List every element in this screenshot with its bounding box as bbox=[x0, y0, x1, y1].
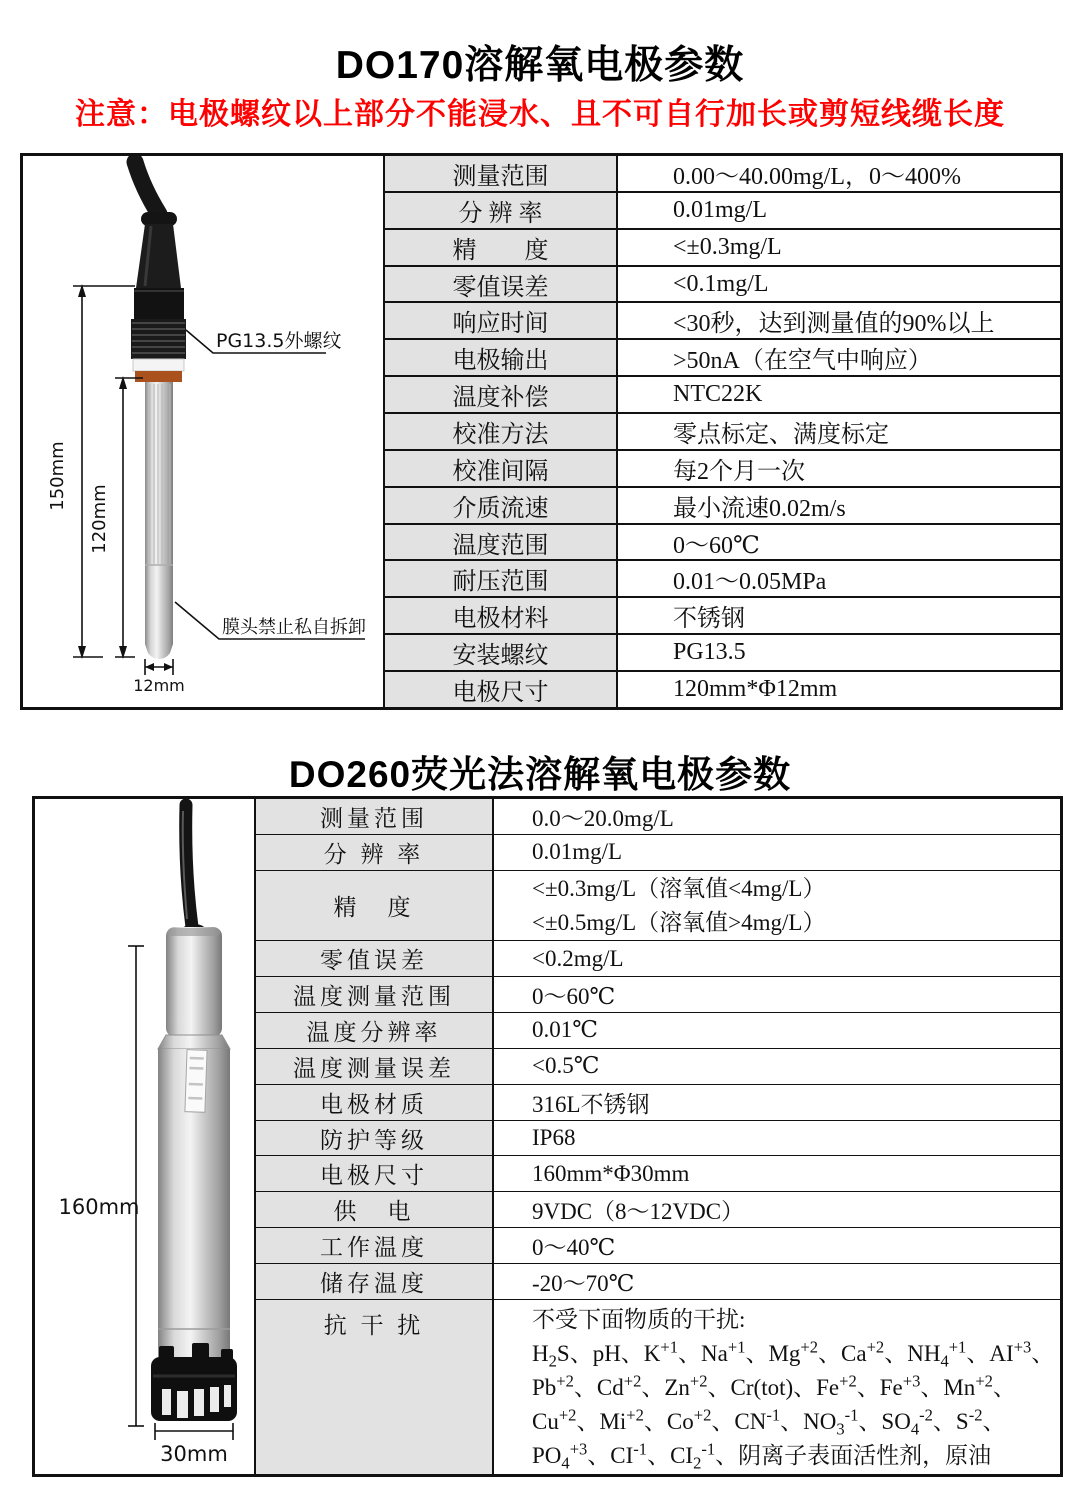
table-row bbox=[256, 1264, 1060, 1300]
spec-label: 校准方法 bbox=[385, 414, 618, 449]
spec-label: 零值误差 bbox=[385, 267, 618, 302]
dimension-label-160mm: 160mm bbox=[58, 1195, 140, 1219]
dimension-label-12mm: 12mm bbox=[133, 676, 185, 695]
table-row bbox=[256, 871, 1060, 942]
spec-value: 最小流速0.02m/s bbox=[673, 495, 846, 522]
table-row bbox=[256, 1228, 1060, 1264]
table-row bbox=[385, 340, 1060, 377]
interference-line: $PO_4^{+3}$、$CI^{-1}$、$CI_2^{-1}$、阴离子表面活性剂，原油 bbox=[532, 1439, 992, 1473]
spec-value-line: <±0.5mg/L（溶氧值>4mg/L） bbox=[532, 909, 826, 935]
spec-label: 零值误差 bbox=[256, 941, 494, 976]
spec-value: >50nA（在空气中响应） bbox=[673, 348, 932, 375]
table-row bbox=[385, 267, 1060, 304]
table-row bbox=[385, 525, 1060, 562]
spec-label: 测量范围 bbox=[256, 799, 494, 834]
spec-label: 电极材质 bbox=[256, 1085, 494, 1120]
spec-label: 温度测量误差 bbox=[256, 1049, 494, 1084]
spec-value: 0.01℃ bbox=[532, 1017, 598, 1043]
spec-value: <0.5℃ bbox=[532, 1053, 600, 1079]
interference-line: $Pb^{+2}$、$Cd^{+2}$、$Zn^{+2}$、Cr(tot)、$Fe^{+2}$、$Fe^{+3}$、$Mn^{+2}$、 bbox=[532, 1371, 1016, 1400]
spec-value: 0.01mg/L bbox=[673, 196, 767, 223]
table-row bbox=[256, 1300, 1060, 1474]
electrode-do170-diagram bbox=[23, 156, 383, 707]
spec-label: 工作温度 bbox=[256, 1228, 494, 1263]
spec-value: <0.1mg/L bbox=[673, 270, 769, 297]
table-row bbox=[385, 488, 1060, 525]
table-row bbox=[256, 977, 1060, 1013]
dimension-label-150mm: 150mm bbox=[47, 441, 68, 511]
table-row bbox=[385, 451, 1060, 488]
probe-body bbox=[131, 162, 186, 659]
spec-value: 9VDC（8～12VDC） bbox=[532, 1199, 745, 1225]
spec-value: <30秒，达到测量值的90%以上 bbox=[673, 311, 995, 338]
spec-value: PG13.5 bbox=[673, 639, 746, 666]
spec-value bbox=[494, 871, 1060, 941]
spec-value: 不锈钢 bbox=[673, 606, 745, 633]
spec-value: 0～60℃ bbox=[532, 984, 616, 1010]
spec-label: 安装螺纹 bbox=[385, 635, 618, 670]
spec-label: 耐压范围 bbox=[385, 561, 618, 596]
spec-label: 介质流速 bbox=[385, 488, 618, 523]
spec-label: 防护等级 bbox=[256, 1121, 494, 1156]
spec-label: 储存温度 bbox=[256, 1264, 494, 1299]
table-row bbox=[256, 1192, 1060, 1228]
table-row bbox=[256, 1121, 1060, 1157]
table-row bbox=[385, 635, 1060, 672]
dimension-label-120mm: 120mm bbox=[89, 484, 110, 554]
table-row bbox=[256, 1156, 1060, 1192]
spec-value: 0～40℃ bbox=[532, 1235, 616, 1261]
spec-label: 供 电 bbox=[256, 1192, 494, 1227]
spec-value: 0.00～40.00mg/L，0～400% bbox=[673, 163, 961, 190]
electrode-do260-diagram bbox=[35, 799, 254, 1474]
table-row bbox=[385, 230, 1060, 267]
spec-label: 校准间隔 bbox=[385, 451, 618, 486]
table-row bbox=[385, 193, 1060, 230]
spec-value: 0.0～20.0mg/L bbox=[532, 805, 674, 831]
probe-body-2 bbox=[151, 805, 237, 1421]
spec-label: 响应时间 bbox=[385, 303, 618, 338]
table-row bbox=[256, 941, 1060, 977]
table-row bbox=[256, 1013, 1060, 1049]
spec-label: 精 度 bbox=[256, 871, 494, 941]
table-row bbox=[256, 1049, 1060, 1085]
electrode-do170-image-cell bbox=[23, 156, 385, 707]
interference-intro: 不受下面物质的干扰: bbox=[532, 1306, 746, 1332]
spec-rows bbox=[385, 156, 1060, 707]
spec-value: 316L不锈钢 bbox=[532, 1091, 650, 1117]
interference-line: $Cu^{+2}$、$Mi^{+2}$、$Co^{+2}$、$CN^{-1}$、$NO_3^{-1}$、$SO_4^{-2}$、$S^{-2}$、 bbox=[532, 1405, 1006, 1439]
spec-table-do260 bbox=[32, 796, 1063, 1477]
spec-value: <±0.3mg/L bbox=[673, 233, 782, 260]
page-title-2: DO260荧光法溶解氧电极参数 bbox=[288, 754, 792, 795]
table-row bbox=[385, 377, 1060, 414]
electrode-do260-image-cell bbox=[35, 799, 256, 1474]
spec-value: <0.2mg/L bbox=[532, 945, 624, 971]
thread-callout-label: PG13.5外螺纹 bbox=[216, 330, 342, 352]
spec-label: 温度补偿 bbox=[385, 377, 618, 412]
spec-label: 电极输出 bbox=[385, 340, 618, 375]
spec-table-do170 bbox=[20, 153, 1063, 710]
spec-value: 160mm*Φ30mm bbox=[532, 1160, 690, 1186]
warning-text: 注意：电极螺纹以上部分不能浸水、且不可自行加长或剪短线缆长度 bbox=[75, 98, 1005, 131]
spec-value: NTC22K bbox=[673, 381, 763, 408]
spec-label: 分 辨 率 bbox=[256, 835, 494, 870]
spec-label: 测量范围 bbox=[385, 156, 618, 191]
table-row bbox=[256, 835, 1060, 871]
spec-label: 温度分辨率 bbox=[256, 1013, 494, 1048]
spec-value bbox=[494, 1300, 1060, 1474]
spec-value: 每2个月一次 bbox=[673, 458, 805, 485]
spec-label: 电极尺寸 bbox=[256, 1156, 494, 1191]
page-title: DO170溶解氧电极参数 bbox=[335, 44, 745, 87]
table-row bbox=[385, 414, 1060, 451]
table-row bbox=[385, 598, 1060, 635]
spec-label: 温度范围 bbox=[385, 525, 618, 560]
interference-line: $H_2S$、pH、$K^{+1}$、$Na^{+1}$、$Mg^{+2}$、$Ca^{+2}$、$NH_4^{+1}$、$AI^{+3}$、 bbox=[532, 1337, 1055, 1371]
spec-value: 120mm*Φ12mm bbox=[673, 675, 838, 702]
spec-value-line: <±0.3mg/L（溶氧值<4mg/L） bbox=[532, 875, 826, 901]
spec-value: -20～70℃ bbox=[532, 1270, 635, 1296]
table-row bbox=[256, 799, 1060, 835]
table-row bbox=[385, 156, 1060, 193]
spec-value: IP68 bbox=[532, 1125, 576, 1151]
spec-value: 0～60℃ bbox=[673, 532, 760, 559]
spec-label: 温度测量范围 bbox=[256, 977, 494, 1012]
spec-label: 精 度 bbox=[385, 230, 618, 265]
membrane-callout-label: 膜头禁止私自拆卸 bbox=[222, 617, 366, 638]
spec-value: 0.01mg/L bbox=[532, 839, 623, 865]
spec-rows-2 bbox=[256, 799, 1060, 1474]
spec-value: 零点标定、满度标定 bbox=[673, 421, 889, 448]
spec-label: 分 辨 率 bbox=[385, 193, 618, 228]
table-row bbox=[385, 303, 1060, 340]
table-row bbox=[385, 561, 1060, 598]
spec-label: 抗 干 扰 bbox=[256, 1300, 494, 1474]
spec-label: 电极尺寸 bbox=[385, 672, 618, 707]
table-row bbox=[385, 672, 1060, 707]
table-row bbox=[256, 1085, 1060, 1121]
spec-value: 0.01～0.05MPa bbox=[673, 569, 827, 596]
spec-label: 电极材料 bbox=[385, 598, 618, 633]
dimension-label-30mm: 30mm bbox=[160, 1442, 228, 1466]
